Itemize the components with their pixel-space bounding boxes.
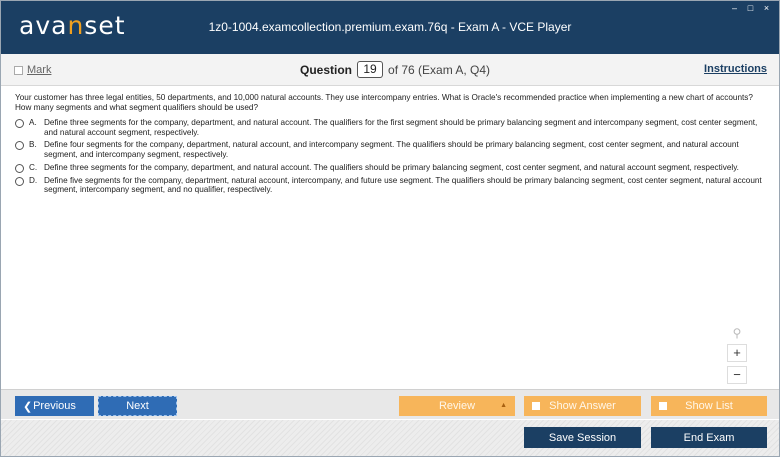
radio-button-d[interactable] [15,177,24,186]
option-letter: A. [29,118,37,128]
save-session-button[interactable]: Save Session [524,427,641,448]
answer-option-b[interactable] [15,140,765,159]
app-logo: avanset [19,11,126,40]
instructions-link[interactable]: Instructions [704,63,767,75]
magnifier-icon: ⚲ [732,326,742,340]
minimize-icon[interactable]: – [731,3,737,13]
option-text: Define three segments for the company, department, and natural account. The qualifiers should be primary balancing segment, cost center segment, and natural account segment, respectively. [44,162,739,172]
checkbox-icon [659,402,667,410]
answer-option-c[interactable] [15,163,765,173]
show-list-button[interactable] [651,396,767,416]
chevron-left-icon: ❮ [23,401,33,413]
question-of-label: of 76 (Exam A, Q4) [388,62,491,77]
question-label: Question [300,62,353,77]
radio-button-a[interactable] [15,119,24,128]
close-icon[interactable]: × [763,3,770,13]
previous-button[interactable] [15,396,94,416]
zoom-out-button[interactable]: − [727,366,747,384]
option-text: Define four segments for the company, department, natural account, and intercompany segment. The qualifiers should be primary balancing segment, cost center segment, and natural account segment, and intercompany segment, respectively. [44,140,739,159]
question-indicator [300,61,490,78]
next-button[interactable]: Next [98,396,177,416]
show-list-label: Show List [685,400,733,412]
option-letter: D. [29,175,38,185]
title-bar [1,1,779,54]
window-controls [730,4,771,13]
question-text: Your customer has three legal entities, 50 departments, and 10,000 natural accounts. They use intercompany entries. What is Oracle's recommended practice when implementing a new chart of accounts? How many segments and what segment qualifiers should be used? [15,93,753,112]
bottom-bar [1,420,779,456]
mark-checkbox[interactable] [14,64,51,76]
radio-button-b[interactable] [15,141,24,150]
option-text: Define three segments for the company, department, and natural account. The qualifiers for the first segment should be primary balancing segment and intercompany segment, cost center segment, and natural account segment, respectively. [44,118,758,137]
previous-label: Previous [33,400,76,412]
zoom-in-button[interactable]: + [727,344,747,362]
question-bar [1,54,779,86]
review-label: Review [438,400,476,412]
option-letter: C. [29,162,38,172]
option-letter: B. [29,140,37,150]
maximize-icon[interactable]: □ [747,3,754,13]
option-text: Define five segments for the company, department, natural account, intercompany, and future use segment. The qualifiers should be primary balancing segment, cost center segment, natural account segment, intercompany segment, and no qualifier, respectively. [44,175,762,195]
end-exam-button[interactable]: End Exam [651,427,767,448]
mark-label[interactable]: Mark [27,64,52,76]
question-number-input[interactable]: 19 [357,61,383,78]
navigation-bar [1,389,779,419]
window-title: 1z0-1004.examcollection.premium.exam.76q - Exam A - VCE Player [208,20,572,34]
show-answer-label: Show Answer [549,400,616,412]
answer-option-a[interactable] [15,118,765,137]
review-button[interactable] [399,396,515,416]
checkbox-icon [532,402,540,410]
answer-option-d[interactable] [15,176,765,195]
radio-button-c[interactable] [15,164,24,173]
checkbox-icon[interactable] [14,66,23,75]
show-answer-button[interactable] [524,396,641,416]
zoom-controls [727,326,747,384]
question-content [1,87,779,387]
triangle-up-icon: ▲ [500,402,507,409]
